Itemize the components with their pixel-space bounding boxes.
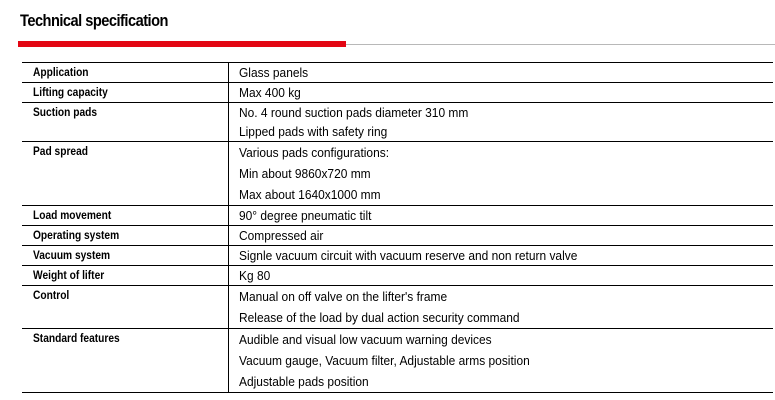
spec-label: Pad spread xyxy=(33,144,88,158)
spec-row-operating-system xyxy=(22,226,773,246)
spec-value: 90° degree pneumatic tilt xyxy=(239,208,372,223)
spec-label: Vacuum system xyxy=(33,248,111,262)
spec-value: Manual on off valve on the lifter's frame xyxy=(239,289,448,304)
spec-value: Max about 1640x1000 mm xyxy=(239,187,381,202)
spec-label: Load movement xyxy=(33,208,112,222)
spec-value: Min about 9860x720 mm xyxy=(239,166,371,181)
title-divider-rule xyxy=(346,44,775,45)
title-accent-rule xyxy=(18,41,346,47)
spec-table xyxy=(22,62,773,393)
spec-value: No. 4 round suction pads diameter 310 mm xyxy=(239,105,469,120)
spec-value: Vacuum gauge, Vacuum filter, Adjustable arms position xyxy=(239,353,530,368)
spec-value: Glass panels xyxy=(239,65,309,80)
spec-label: Lifting capacity xyxy=(33,85,108,99)
spec-row-pad-spread xyxy=(22,142,773,206)
spec-value: Audible and visual low vacuum warning devices xyxy=(239,332,492,347)
spec-label: Application xyxy=(33,65,89,79)
page-title: Technical specification xyxy=(20,11,168,30)
spec-label: Operating system xyxy=(33,228,120,242)
spec-row-application xyxy=(22,63,773,83)
spec-value: Kg 80 xyxy=(239,268,271,283)
spec-label: Suction pads xyxy=(33,105,98,119)
spec-value: Adjustable pads position xyxy=(239,374,369,389)
spec-row-load-movement xyxy=(22,206,773,226)
spec-value: Release of the load by dual action security command xyxy=(239,310,520,325)
spec-label: Control xyxy=(33,288,70,302)
spec-value: Signle vacuum circuit with vacuum reserve and non return valve xyxy=(239,248,578,263)
spec-label: Weight of lifter xyxy=(33,268,105,282)
spec-row-vacuum-system xyxy=(22,246,773,266)
spec-label: Standard features xyxy=(33,331,120,345)
spec-row-lifting-capacity xyxy=(22,83,773,103)
spec-value: Lipped pads with safety ring xyxy=(239,124,388,139)
spec-value: Max 400 kg xyxy=(239,85,301,100)
spec-row-standard-features xyxy=(22,329,773,393)
spec-row-weight-of-lifter xyxy=(22,266,773,286)
spec-row-suction-pads xyxy=(22,103,773,142)
spec-value: Various pads configurations: xyxy=(239,145,390,160)
spec-row-control xyxy=(22,286,773,329)
spec-value: Compressed air xyxy=(239,228,324,243)
